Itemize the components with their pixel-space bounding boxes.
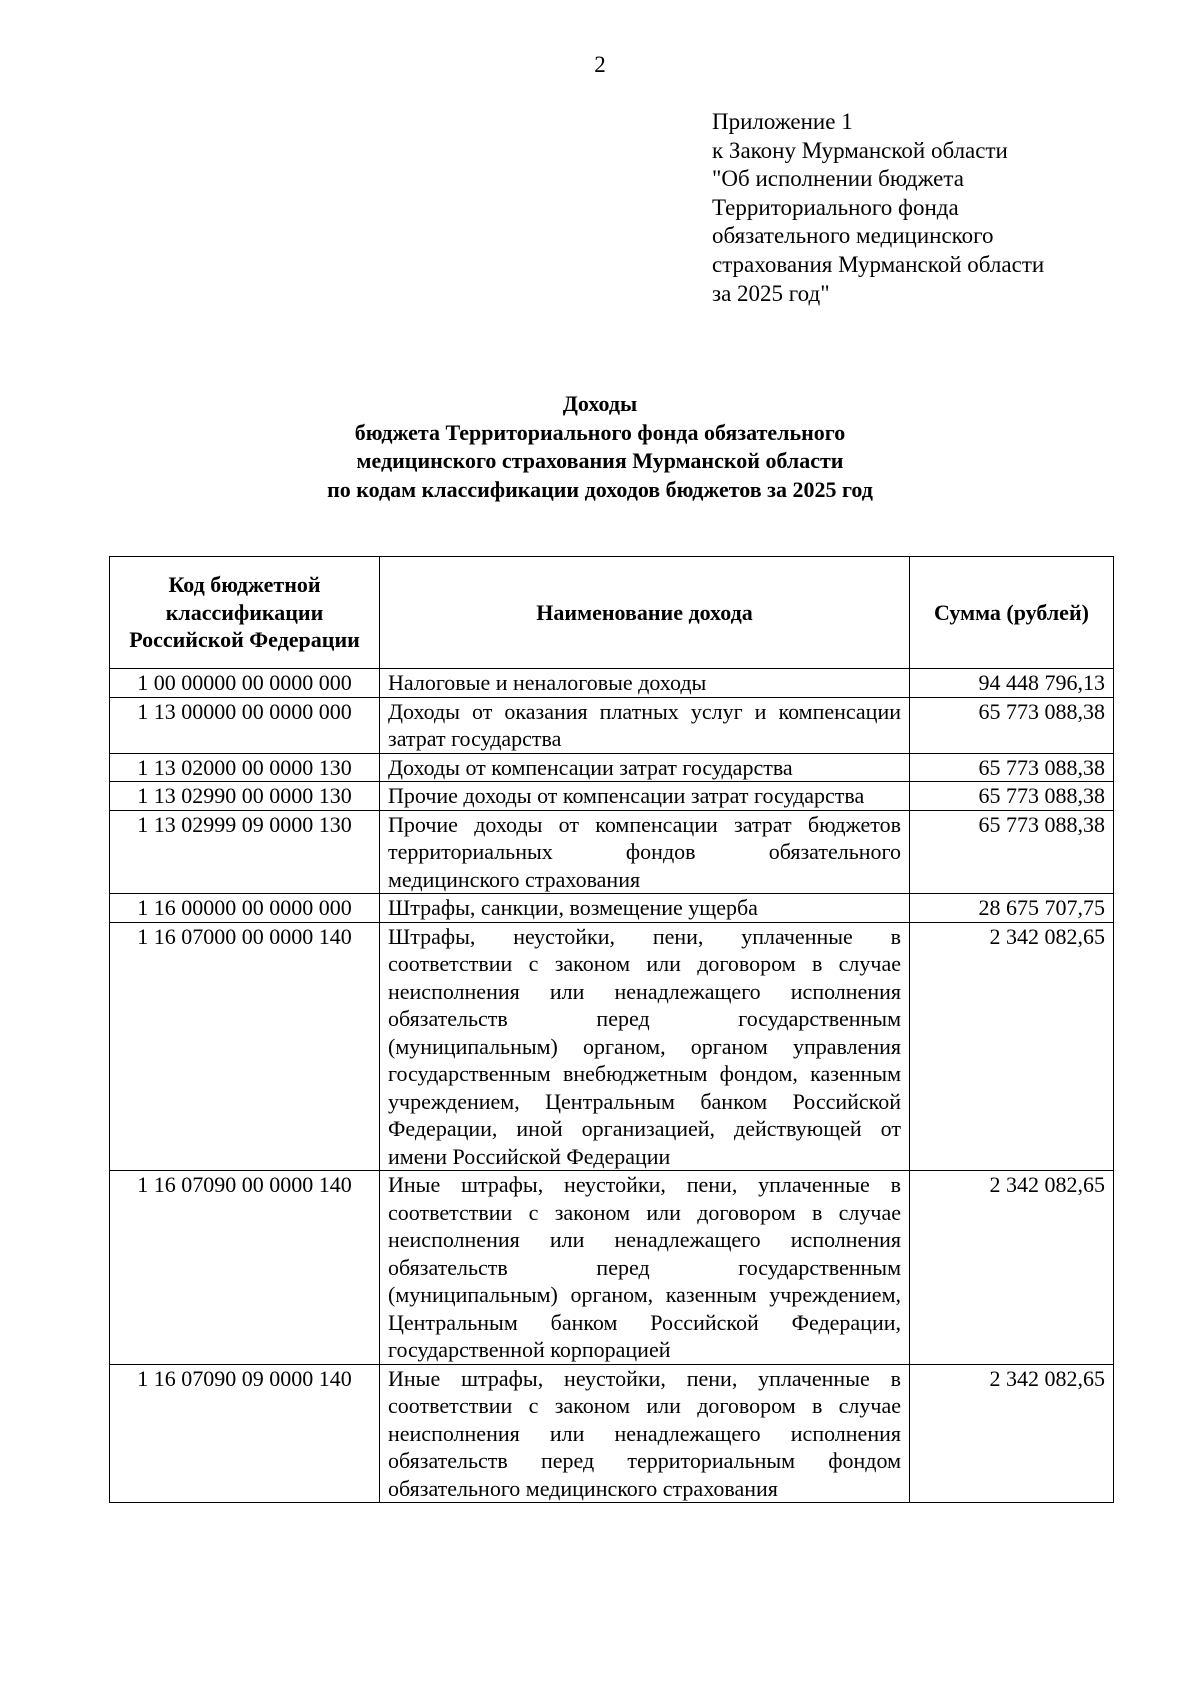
amount-cell: 65 773 088,38: [910, 810, 1114, 894]
title-line: медицинского страхования Мурманской области: [356, 448, 844, 473]
budget-code-cell: 1 00 00000 00 0000 000: [110, 669, 380, 698]
table-body: [110, 669, 1114, 1503]
appendix-heading: [712, 108, 1142, 308]
appendix-line: обязательного медицинского: [712, 223, 994, 249]
income-name-cell: Доходы от компенсации затрат государства: [380, 753, 910, 782]
income-name-cell: Штрафы, неустойки, пени, уплаченные в соответствии с законом или договором в случае неисполнения или ненадлежащего исполнения обязательств перед государственным (муниципальным) органом, органом управления государственным внебюджетным фондом, казенным учреждением, Центральным банком Российской Федерации, иной организацией, действующей от имени Российской Федерации: [380, 922, 910, 1171]
table-row: [110, 782, 1114, 811]
income-name-cell: Иные штрафы, неустойки, пени, уплаченные в соответствии с законом или договором в случае неисполнения или ненадлежащего исполнения обязательств перед территориальным фондом обязательного медицинского страхования: [380, 1364, 910, 1503]
income-name-cell: Прочие доходы от компенсации затрат бюджетов территориальных фондов обязательного медицинского страхования: [380, 810, 910, 894]
budget-code-cell: 1 13 02990 00 0000 130: [110, 782, 380, 811]
appendix-line: за 2025 год": [712, 280, 830, 306]
page-number: 2: [594, 52, 606, 77]
appendix-line: Территориального фонда: [712, 194, 959, 220]
amount-cell: 2 342 082,65: [910, 1171, 1114, 1365]
amount-cell: 94 448 796,13: [910, 669, 1114, 698]
amount-cell: 2 342 082,65: [910, 922, 1114, 1171]
appendix-line: Приложение 1: [712, 109, 853, 134]
table-row: [110, 669, 1114, 698]
table-row: [110, 753, 1114, 782]
budget-code-cell: 1 16 00000 00 0000 000: [110, 894, 380, 923]
income-name-cell: Налоговые и неналоговые доходы: [380, 669, 910, 698]
income-name-cell: Иные штрафы, неустойки, пени, уплаченные в соответствии с законом или договором в случае неисполнения или ненадлежащего исполнения обязательств перед государственным (муниципальным) органом, казенным учреждением, Центральным банком Российской Федерации, государственной корпорацией: [380, 1171, 910, 1365]
header-name: Наименование дохода: [380, 557, 910, 669]
amount-cell: 28 675 707,75: [910, 894, 1114, 923]
budget-code-cell: 1 16 07090 00 0000 140: [110, 1171, 380, 1365]
appendix-line: страхования Мурманской области: [712, 251, 1045, 277]
table-row: [110, 1364, 1114, 1503]
income-table: [109, 556, 1114, 1503]
budget-code-cell: 1 13 02000 00 0000 130: [110, 753, 380, 782]
amount-cell: 65 773 088,38: [910, 753, 1114, 782]
budget-code-cell: 1 13 00000 00 0000 000: [110, 697, 380, 753]
income-name-cell: Доходы от оказания платных услуг и компенсации затрат государства: [380, 697, 910, 753]
table-row: [110, 1171, 1114, 1365]
appendix-line: к Закону Мурманской области: [712, 137, 1008, 163]
amount-cell: 2 342 082,65: [910, 1364, 1114, 1503]
title-line: Доходы: [562, 391, 638, 416]
title-line: бюджета Территориального фонда обязательного: [354, 419, 846, 445]
budget-code-cell: 1 13 02999 09 0000 130: [110, 810, 380, 894]
budget-code-cell: 1 16 07090 09 0000 140: [110, 1364, 380, 1503]
table-header-row: [110, 557, 1114, 669]
table-row: [110, 922, 1114, 1171]
table-row: [110, 894, 1114, 923]
income-name-cell: Штрафы, санкции, возмещение ущерба: [380, 894, 910, 923]
table-row: [110, 697, 1114, 753]
appendix-line: "Об исполнении бюджета: [712, 166, 964, 192]
document-title: [0, 390, 1200, 504]
amount-cell: 65 773 088,38: [910, 697, 1114, 753]
header-code: Код бюджетной классификации Российской Федерации: [110, 557, 380, 669]
income-name-cell: Прочие доходы от компенсации затрат государства: [380, 782, 910, 811]
amount-cell: 65 773 088,38: [910, 782, 1114, 811]
header-amount: Сумма (рублей): [910, 557, 1114, 669]
table-row: [110, 810, 1114, 894]
title-line: по кодам классификации доходов бюджетов за 2025 год: [327, 476, 873, 502]
budget-code-cell: 1 16 07000 00 0000 140: [110, 922, 380, 1171]
